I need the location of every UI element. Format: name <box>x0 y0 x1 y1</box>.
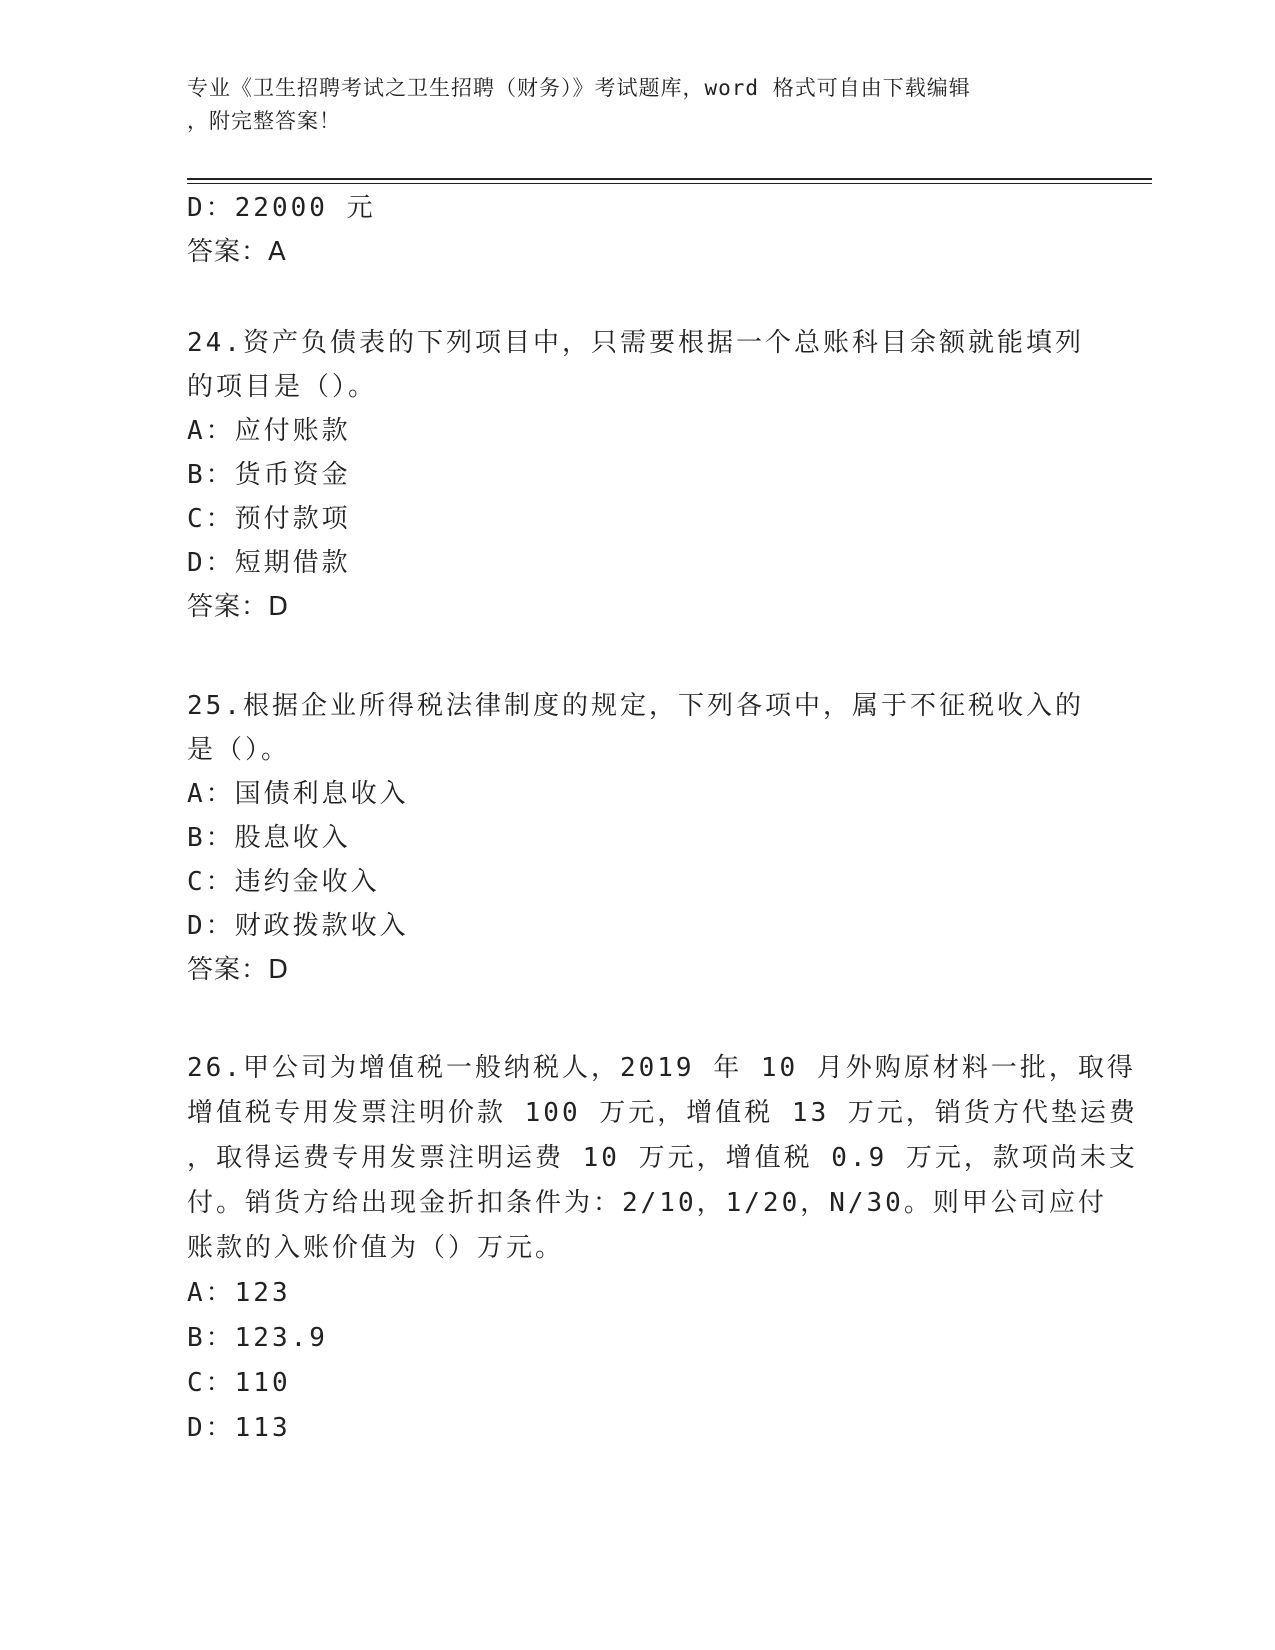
header-line-1: 专业《卫生招聘考试之卫生招聘（财务）》考试题库，word 格式可自由下载编辑 <box>187 76 971 100</box>
q26-option-b: B：123.9 <box>187 1323 328 1353</box>
q25-option-c: C：违约金收入 <box>187 867 380 897</box>
q25-option-d: D：财政拨款收入 <box>187 911 409 941</box>
q26-stem-line-2: 增值税专用发票注明价款 100 万元，增值税 13 万元，销货方代垫运费 <box>187 1098 1138 1128</box>
header-rule-top <box>187 178 1152 180</box>
document-header <box>187 72 1067 138</box>
q25-stem-line-1: 25.根据企业所得税法律制度的规定，下列各项中，属于不征税收入的 <box>187 691 1084 721</box>
q26-stem-line-3: ，取得运费专用发票注明运费 10 万元，增值税 0.9 万元，款项尚未支 <box>187 1143 1138 1173</box>
q26-stem-line-4: 付。销货方给出现金折扣条件为：2/10，1/20，N/30。则甲公司应付 <box>187 1188 1107 1218</box>
q26-option-a: A：123 <box>187 1278 291 1308</box>
q25-stem-line-2: 是（）。 <box>187 735 291 765</box>
q25-answer: 答案：D <box>187 955 290 985</box>
q24-answer: 答案：D <box>187 592 290 622</box>
q24-option-a: A：应付账款 <box>187 416 351 446</box>
q25-option-a: A：国债利息收入 <box>187 779 409 809</box>
q26-option-d: D：113 <box>187 1413 291 1443</box>
q26-stem-line-1: 26.甲公司为增值税一般纳税人，2019 年 10 月外购原材料一批，取得 <box>187 1053 1136 1083</box>
q23-answer: 答案：A <box>187 237 287 267</box>
q24-option-d: D：短期借款 <box>187 548 351 578</box>
q23-option-d: D：22000 元 <box>187 193 376 223</box>
q25-option-b: B：股息收入 <box>187 823 351 853</box>
q24-option-c: C：预付款项 <box>187 504 351 534</box>
q24-option-b: B：货币资金 <box>187 460 351 490</box>
q24-stem-line-2: 的项目是（）。 <box>187 372 378 402</box>
header-rule-bottom <box>187 183 1152 184</box>
q24-stem-line-1: 24.资产负债表的下列项目中，只需要根据一个总账科目余额就能填列 <box>187 328 1084 358</box>
header-line-2: ，附完整答案！ <box>187 109 341 133</box>
q26-option-c: C：110 <box>187 1368 291 1398</box>
q26-stem-line-5: 账款的入账价值为（）万元。 <box>187 1233 565 1263</box>
